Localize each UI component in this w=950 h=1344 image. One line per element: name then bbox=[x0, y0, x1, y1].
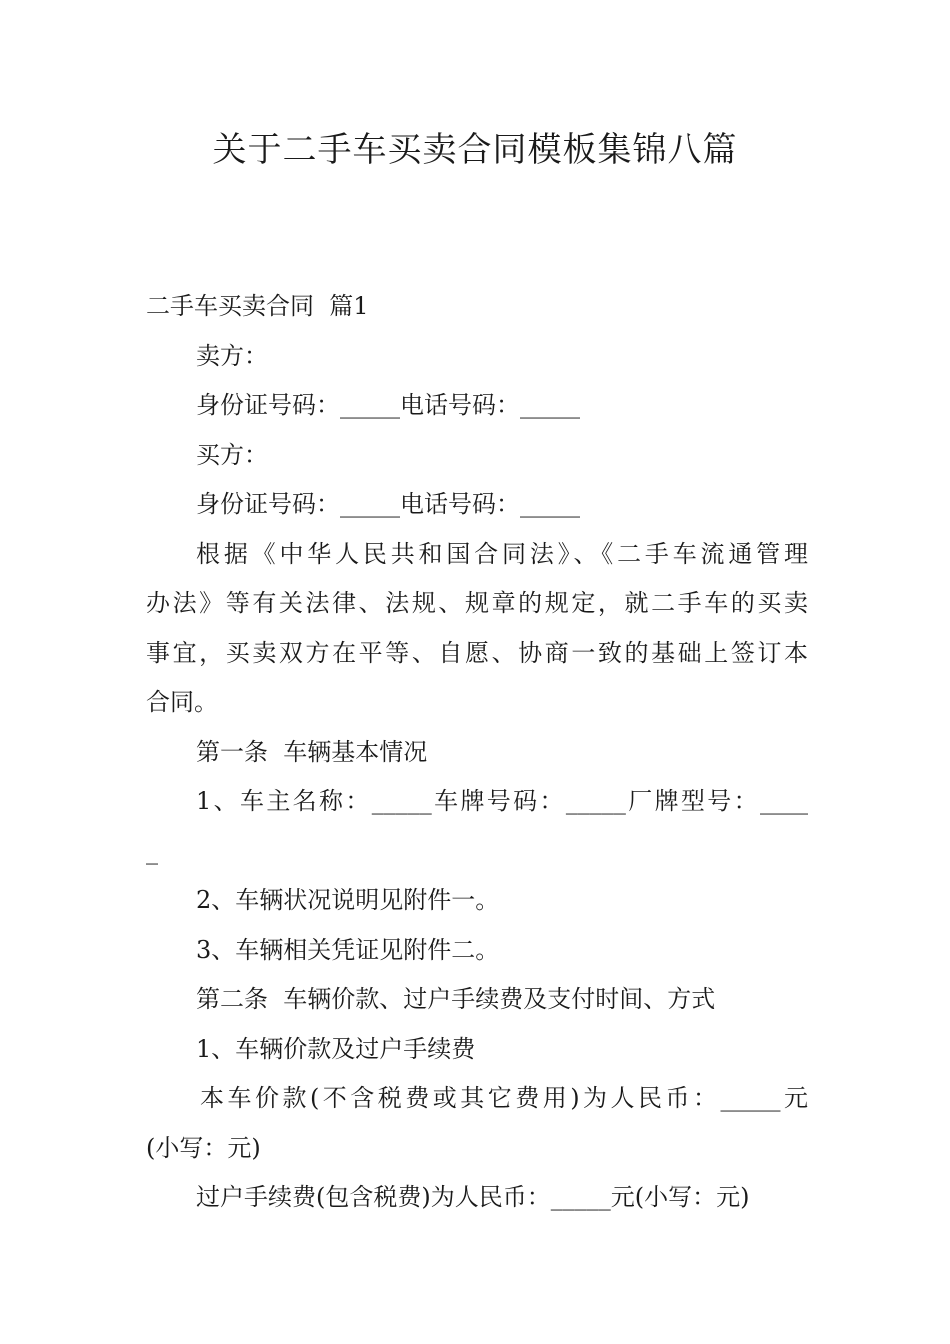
preamble-line-4: 合同。 bbox=[146, 688, 218, 716]
vehicle-price-lowercase: (小写：元) bbox=[146, 1133, 261, 1162]
article-1-item-2: 2、车辆状况说明见附件一。 bbox=[196, 886, 500, 914]
seller-label: 卖方： bbox=[196, 341, 268, 370]
transfer-fee-line: 过户手续费(包含税费)为人民币：_____元(小写：元) bbox=[196, 1183, 750, 1211]
section-heading: 二手车买卖合同 篇1 bbox=[146, 292, 369, 320]
document-title: 关于二手车买卖合同模板集锦八篇 bbox=[212, 130, 738, 170]
preamble-line-2: 办法》等有关法律、法规、规章的规定，就二手车的买卖 bbox=[146, 589, 808, 617]
article-1-item-1: 1、车主名称：_____车牌号码：_____厂牌型号：____ bbox=[196, 787, 808, 815]
article-1-title: 第一条 车辆基本情况 bbox=[196, 737, 428, 766]
article-2-item-1: 1、车辆价款及过户手续费 bbox=[196, 1034, 476, 1063]
buyer-label: 买方： bbox=[196, 440, 268, 469]
vehicle-price-line: 本车价款(不含税费或其它费用)为人民币：_____元 bbox=[200, 1084, 808, 1112]
preamble-line-3: 事宜，买卖双方在平等、自愿、协商一致的基础上签订本 bbox=[146, 638, 808, 667]
article-1-item-1-continued: _ bbox=[146, 836, 158, 865]
buyer-id-phone: 身份证号码：_____电话号码：_____ bbox=[196, 490, 580, 518]
article-2-title: 第二条 车辆价款、过户手续费及支付时间、方式 bbox=[196, 985, 716, 1013]
preamble-line-1: 根据《中华人民共和国合同法》、《二手车流通管理 bbox=[196, 539, 808, 568]
seller-id-phone: 身份证号码：_____电话号码：_____ bbox=[196, 391, 580, 419]
document-body bbox=[146, 282, 808, 1223]
article-1-item-3: 3、车辆相关凭证见附件二。 bbox=[196, 935, 500, 964]
